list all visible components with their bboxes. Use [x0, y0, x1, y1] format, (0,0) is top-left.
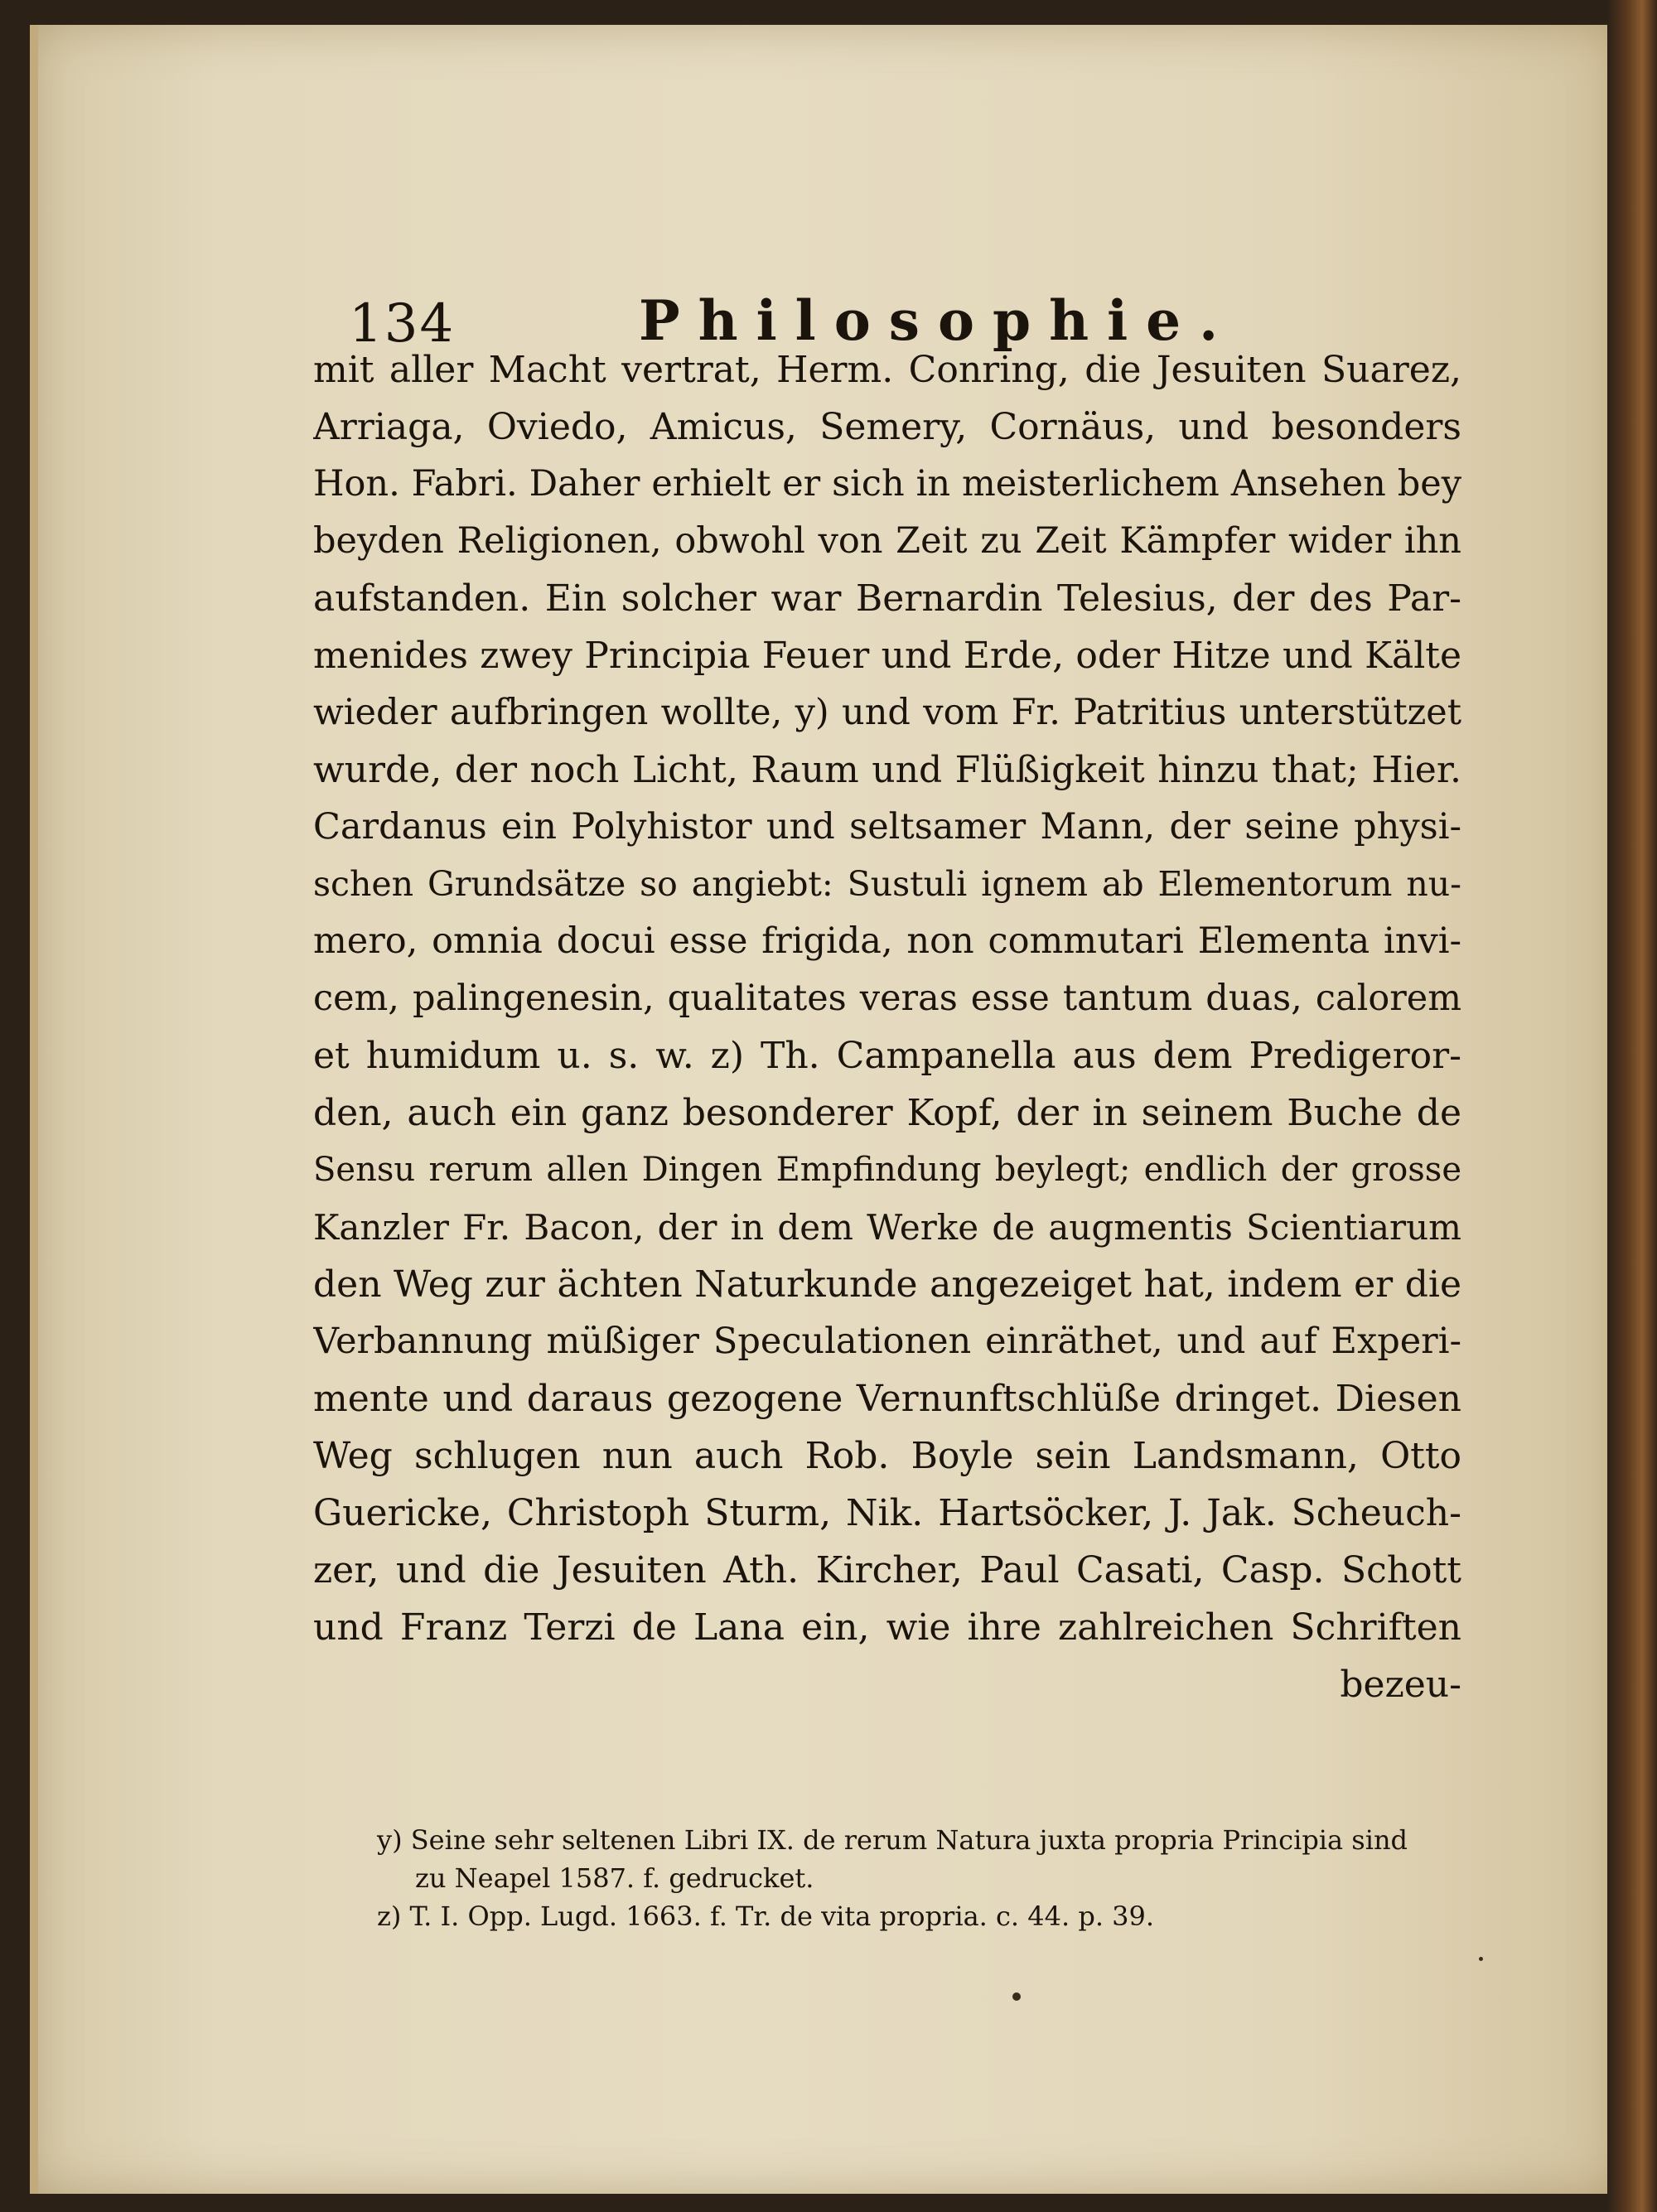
text-line: menides zwey Principia Feuer und Erde, oder Hitze und Kälte: [313, 635, 1461, 677]
text-line: et humidum u. s. w. z) Th. Campanella aus dem Predigeror-: [313, 1035, 1461, 1077]
text-line: Guericke, Christoph Sturm, Nik. Hartsöcker, J. Jak. Scheuch-: [313, 1492, 1461, 1534]
text-line: wieder aufbringen wollte, y) und vom Fr. Patritius unterstützet: [313, 692, 1461, 733]
footnote-y: y) Seine sehr seltenen Libri IX. de rerum Natura juxta propria Principia sind: [377, 1824, 1408, 1856]
text-line: cem, palingenesin, qualitates veras esse tantum duas, calorem: [313, 978, 1461, 1019]
text-line: den, auch ein ganz besonderer Kopf, der in seinem Buche de: [313, 1092, 1461, 1134]
text-line: Kanzler Fr. Bacon, der in dem Werke de augmentis Scientiarum: [313, 1207, 1461, 1248]
text-line: Cardanus ein Polyhistor und seltsamer Mann, der seine physi-: [313, 806, 1461, 848]
text-line: mero, omnia docui esse frigida, non commutari Elementa invi-: [313, 920, 1461, 962]
text-line: Weg schlugen nun auch Rob. Boyle sein Landsmann, Otto: [313, 1435, 1461, 1477]
catchword: bezeu-: [1340, 1664, 1461, 1706]
running-title: Philosophie.: [639, 288, 1237, 353]
text-line: Hon. Fabri. Daher erhielt er sich in meisterlichem Ansehen bey: [313, 463, 1461, 505]
footnote-z: z) T. I. Opp. Lugd. 1663. f. Tr. de vita propria. c. 44. p. 39.: [377, 1900, 1155, 1932]
text-line: zer, und die Jesuiten Ath. Kircher, Paul Casati, Casp. Schott: [313, 1549, 1461, 1591]
text-line: beyden Religionen, obwohl von Zeit zu Zeit Kämpfer wider ihn: [313, 520, 1461, 562]
text-line: Verbannung müßiger Speculationen einräthet, und auf Experi-: [313, 1321, 1461, 1362]
text-line: schen Grundsätze so angiebt: Sustuli ignem ab Elementorum nu-: [313, 864, 1461, 904]
text-line: Arriaga, Oviedo, Amicus, Semery, Cornäus, und besonders: [313, 406, 1461, 448]
book-spine-edge: [1607, 0, 1657, 2212]
body-text: [313, 341, 1461, 1713]
text-line: wurde, der noch Licht, Raum und Flüßigkeit hinzu that; Hier.: [313, 749, 1461, 791]
ink-speck: [1479, 1957, 1483, 1961]
text-line: Sensu rerum allen Dingen Empfindung beylegt; endlich der grosse: [313, 1151, 1461, 1189]
footnote-y-continuation: zu Neapel 1587. f. gedrucket.: [415, 1862, 814, 1894]
text-line: und Franz Terzi de Lana ein, wie ihre zahlreichen Schriften: [313, 1606, 1461, 1649]
footnotes: [377, 1821, 1454, 1935]
ink-speck: [1012, 1992, 1021, 2001]
text-line: aufstanden. Ein solcher war Bernardin Telesius, der des Par-: [313, 577, 1461, 620]
text-line: mit aller Macht vertrat, Herm. Conring, die Jesuiten Suarez,: [313, 349, 1461, 391]
text-line: den Weg zur ächten Naturkunde angezeiget hat, indem er die: [313, 1263, 1461, 1306]
page-number: 134: [349, 293, 456, 355]
text-line: mente und daraus gezogene Vernunftschlüße dringet. Diesen: [313, 1378, 1461, 1420]
